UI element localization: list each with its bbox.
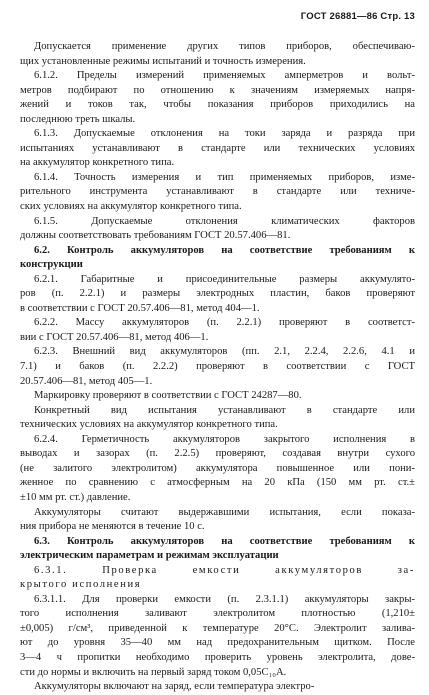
text-line: конструкции xyxy=(20,259,83,271)
paragraph xyxy=(20,273,415,317)
text-line: Маркировку проверяют в соответствии с ГОСТ 24287—80. xyxy=(34,390,302,402)
paragraph xyxy=(20,389,415,404)
paragraph xyxy=(20,506,415,535)
document-body xyxy=(20,40,415,695)
text-line: 6.3.1.1. Для проверки емкости (п. 2.3.1.1) аккумуляторы закры- xyxy=(34,593,415,605)
text-line: жений и токов так, чтобы показания приборов приходились на xyxy=(20,99,415,111)
text-line: женное по сравнению с атмосферным на 20 кПа (150 мм рт. ст.± xyxy=(20,477,415,489)
paragraph xyxy=(20,127,415,171)
text-line: 3—4 ч пропитки необходимо проверить уровень электролита, дове- xyxy=(20,651,415,663)
paragraph xyxy=(20,316,415,345)
text-line: электрическим параметрам и режимам эксплуатации xyxy=(20,550,279,562)
text-line: 6.1.5. Допускаемые отклонения климатических факторов xyxy=(34,215,415,227)
text-line: в соответствии с ГОСТ 20.57.406—81, метод 404—1. xyxy=(20,302,260,314)
text-line: испытаниях устанавливают в стандарте или технических условиях xyxy=(20,142,415,154)
text-line: Допускается применение других типов приборов, обеспечиваю- xyxy=(34,41,415,52)
text-line: 6.2.2. Массу аккумуляторов (п. 2.2.1) проверяют в соответст- xyxy=(34,317,415,329)
text-line: (не залитого электролитом) аккумулятора повышенное или пони- xyxy=(20,462,415,474)
text-line: ров (п. 2.2.1) и размеры электродных пластин, баков проверяют xyxy=(20,288,415,300)
text-line: технических условиях на аккумулятор конкретного типа. xyxy=(20,419,278,431)
text-line: ±0,005) г/см³, приведенной к температуре 20°С. Электролит залива- xyxy=(20,622,415,634)
section-heading xyxy=(20,535,415,564)
text-line: сти до нормы и включить на первый заряд током 0,05C₁₀A. xyxy=(20,666,287,678)
text-line: ских условиях на аккумулятор конкретного типа. xyxy=(20,201,242,213)
text-line: щих установленные режимы испытаний и точность измерения. xyxy=(20,55,306,67)
text-line: 6.1.2. Пределы измерений применяемых амперметров и вольт- xyxy=(34,70,415,82)
text-line: ния прибора не меняются в течение 10 с. xyxy=(20,521,205,533)
page-header: ГОСТ 26881—86 Стр. 13 xyxy=(300,11,415,22)
text-line: того исполнения заливают электролитом плотностью (1,210± xyxy=(20,608,415,620)
text-line: ют до уровня 35—40 мм над предохранительным щитком. После xyxy=(20,637,415,649)
paragraph xyxy=(20,171,415,215)
text-line: вии с ГОСТ 20.57.406—81, метод 406—1. xyxy=(20,331,209,343)
text-line: 6.3. Контроль аккумуляторов на соответствие требованиям к xyxy=(34,535,415,547)
text-line: метров подбирают по отношению к значениям измеряемых напря- xyxy=(20,84,415,96)
paragraph xyxy=(20,404,415,433)
text-line: 7.1) и баков (п. 2.2.2) проверяют в соответствии с ГОСТ xyxy=(20,361,415,373)
paragraph xyxy=(20,69,415,127)
text-line: 6.2. Контроль аккумуляторов на соответствие требованиям к xyxy=(34,244,415,256)
text-line: 20.57.406—81, метод 405—1. xyxy=(20,375,153,387)
paragraph xyxy=(20,593,415,680)
paragraph xyxy=(20,433,415,506)
text-line: на аккумулятор конкретного типа. xyxy=(20,157,175,169)
paragraph xyxy=(20,215,415,244)
text-line: Аккумуляторы включают на заряд, если температура электро- xyxy=(34,681,315,693)
text-line: 6.3.1. Проверка емкости аккумуляторов за- xyxy=(34,564,415,576)
text-line: 6.2.1. Габаритные и присоединительные размеры аккумулято- xyxy=(34,273,415,285)
text-line: 6.1.4. Точность измерения и тип применяемых приборов, изме- xyxy=(34,171,415,183)
paragraph xyxy=(20,40,415,69)
paragraph xyxy=(20,564,415,593)
text-line: 6.2.3. Внешний вид аккумуляторов (пп. 2.1, 2.2.4, 2.2.6, 4.1 и xyxy=(34,346,415,358)
paragraph xyxy=(20,345,415,389)
text-line: выводах и зазорах (п. 2.2.5) проверяют, создавая внутри сухого xyxy=(20,448,415,460)
text-line: 6.1.3. Допускаемые отклонения на токи заряда и разряда при xyxy=(34,128,415,140)
text-line: последнюю треть шкалы. xyxy=(20,113,136,125)
section-heading xyxy=(20,244,415,273)
text-line: крытого исполнения xyxy=(20,579,142,591)
text-line: Конкретный вид испытания устанавливают в стандарте или xyxy=(34,404,415,416)
text-line: 6.2.4. Герметичность аккумуляторов закрытого исполнения в xyxy=(34,433,415,445)
text-line: рительного инструмента устанавливают в стандарте или техниче- xyxy=(20,186,415,198)
text-line: должны соответствовать требованиям ГОСТ 20.57.406—81. xyxy=(20,230,291,242)
text-line: Аккумуляторы считают выдержавшими испытания, если показа- xyxy=(34,506,415,518)
paragraph xyxy=(20,680,415,695)
text-line: ±10 мм рт. ст.) давление. xyxy=(20,491,131,503)
